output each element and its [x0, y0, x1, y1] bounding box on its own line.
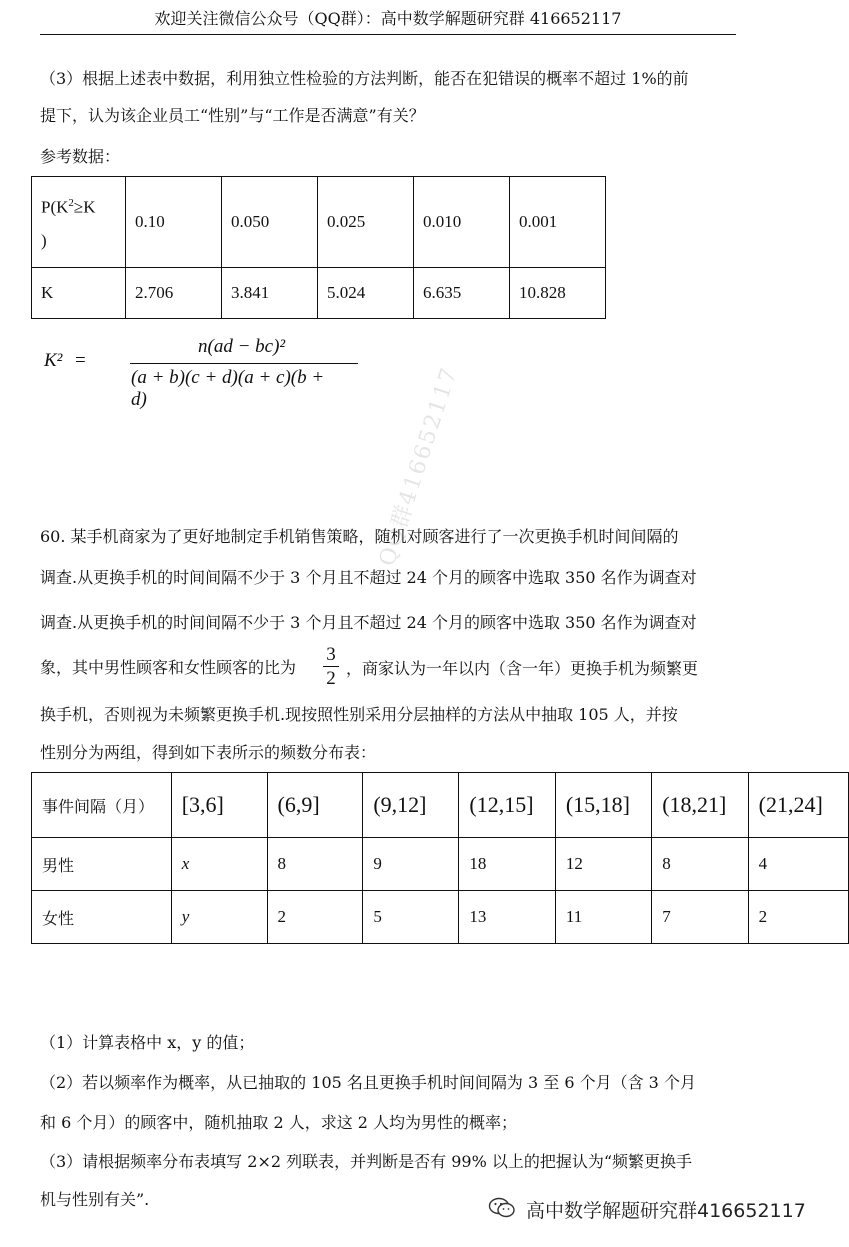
table-header-cell: (21,24] [748, 773, 848, 838]
part3-line1: （3）根据上述表中数据，利用独立性检验的方法判断，能否在犯错误的概率不超过 1%的前 [40, 69, 689, 88]
table-cell: x [171, 838, 267, 891]
table-cell: 3.841 [222, 268, 318, 319]
subquestion-2-line1: （2）若以频率作为概率，从已抽取的 105 名且更换手机时间间隔为 3 至 6 个月（含 3 个月 [40, 1073, 696, 1092]
subquestion-2-line2: 和 6 个月）的顾客中，随机抽取 2 人，求这 2 人均为男性的概率； [40, 1113, 518, 1132]
table-row [32, 177, 606, 268]
table-row [32, 838, 849, 891]
table-cell: 男性 [32, 838, 172, 891]
table-row [32, 891, 849, 944]
table-cell: 7 [652, 891, 748, 944]
table-cell: 2 [748, 891, 848, 944]
watermark: QQ群416652117 [374, 363, 463, 570]
table-cell: 6.635 [414, 268, 510, 319]
table-cell: 8 [267, 838, 363, 891]
table-cell: 13 [459, 891, 555, 944]
table-header-row [32, 773, 849, 838]
subquestion-1: （1）计算表格中 x，y 的值； [40, 1033, 255, 1052]
table-cell: $P(K^2\ge K$ ) [32, 177, 126, 268]
table-cell: 女性 [32, 891, 172, 944]
problem60-line4a: 象，其中男性顾客和女性顾客的比为 [40, 658, 297, 677]
problem60-line6: 性别分为两组，得到如下表所示的频数分布表： [40, 743, 377, 762]
fraction-bar [323, 666, 339, 667]
ratio-fraction [323, 644, 339, 689]
table-header-cell: 事件间隔（月） [32, 773, 172, 838]
table-cell: y [171, 891, 267, 944]
subquestion-3-line1: （3）请根据频率分布表填写 2×2 列联表，并判断是否有 99% 以上的把握认为“频繁更换手 [40, 1152, 693, 1171]
table-header-cell: (6,9] [267, 773, 363, 838]
table-cell: 12 [555, 838, 651, 891]
subquestion-3-line2: 机与性别有关”. [40, 1190, 150, 1209]
table-header-cell: (18,21] [652, 773, 748, 838]
table-row [32, 268, 606, 319]
fraction-numerator: 3 [326, 644, 336, 665]
problem60-line4b: ，商家认为一年以内（含一年）更换手机为频繁更 [346, 659, 699, 678]
fraction-denominator: 2 [326, 668, 336, 689]
header-rule [40, 34, 736, 35]
critical-value-table [31, 176, 606, 319]
footer-text: 高中数学解题研究群416652117 [526, 1200, 806, 1222]
table-cell: 0.010 [414, 177, 510, 268]
table-header-cell: (15,18] [555, 773, 651, 838]
table-cell: 0.025 [318, 177, 414, 268]
table-cell: 5.024 [318, 268, 414, 319]
page-header: 欢迎关注微信公众号（QQ群）：高中数学解题研究群 416652117 [154, 9, 622, 28]
table-cell: 8 [652, 838, 748, 891]
table-cell: 18 [459, 838, 555, 891]
table-cell: 4 [748, 838, 848, 891]
frequency-table [31, 772, 849, 944]
table-cell: 5 [363, 891, 459, 944]
wechat-icon [488, 1197, 516, 1219]
chi-square-formula [44, 336, 334, 410]
table-cell: 0.050 [222, 177, 318, 268]
table-header-cell: (12,15] [459, 773, 555, 838]
problem60-line2: 调查.从更换手机的时间间隔不少于 3 个月且不超过 24 个月的顾客中选取 350 名作为调查对 [40, 568, 697, 587]
part3-line2: 提下，认为该企业员工“性别”与“工作是否满意”有关？ [40, 106, 425, 125]
problem60-line5: 换手机，否则视为未频繁更换手机.现按照性别采用分层抽样的方法从中抽取 105 人，并按 [40, 705, 678, 724]
fraction-bar [130, 363, 358, 364]
table-cell: 10.828 [510, 268, 606, 319]
problem60-line1: 60. 某手机商家为了更好地制定手机销售策略，随机对顾客进行了一次更换手机时间间隔的 [40, 527, 679, 546]
table-cell: 11 [555, 891, 651, 944]
table-cell: 0.10 [126, 177, 222, 268]
table-cell: 0.001 [510, 177, 606, 268]
problem60-line3: 调查.从更换手机的时间间隔不少于 3 个月且不超过 24 个月的顾客中选取 350 名作为调查对 [40, 613, 697, 632]
reference-label: 参考数据： [40, 147, 121, 166]
formula-equals: = [75, 350, 86, 371]
formula-numerator: n(ad − bc)² [198, 336, 286, 357]
table-header-cell: (9,12] [363, 773, 459, 838]
formula-denominator: (a + b)(c + d)(a + c)(b + d) [131, 367, 325, 410]
table-cell: 2.706 [126, 268, 222, 319]
formula-lhs: K² [44, 350, 63, 371]
table-cell: K [32, 268, 126, 319]
table-header-cell: [3,6] [171, 773, 267, 838]
table-cell: 9 [363, 838, 459, 891]
table-cell: 2 [267, 891, 363, 944]
